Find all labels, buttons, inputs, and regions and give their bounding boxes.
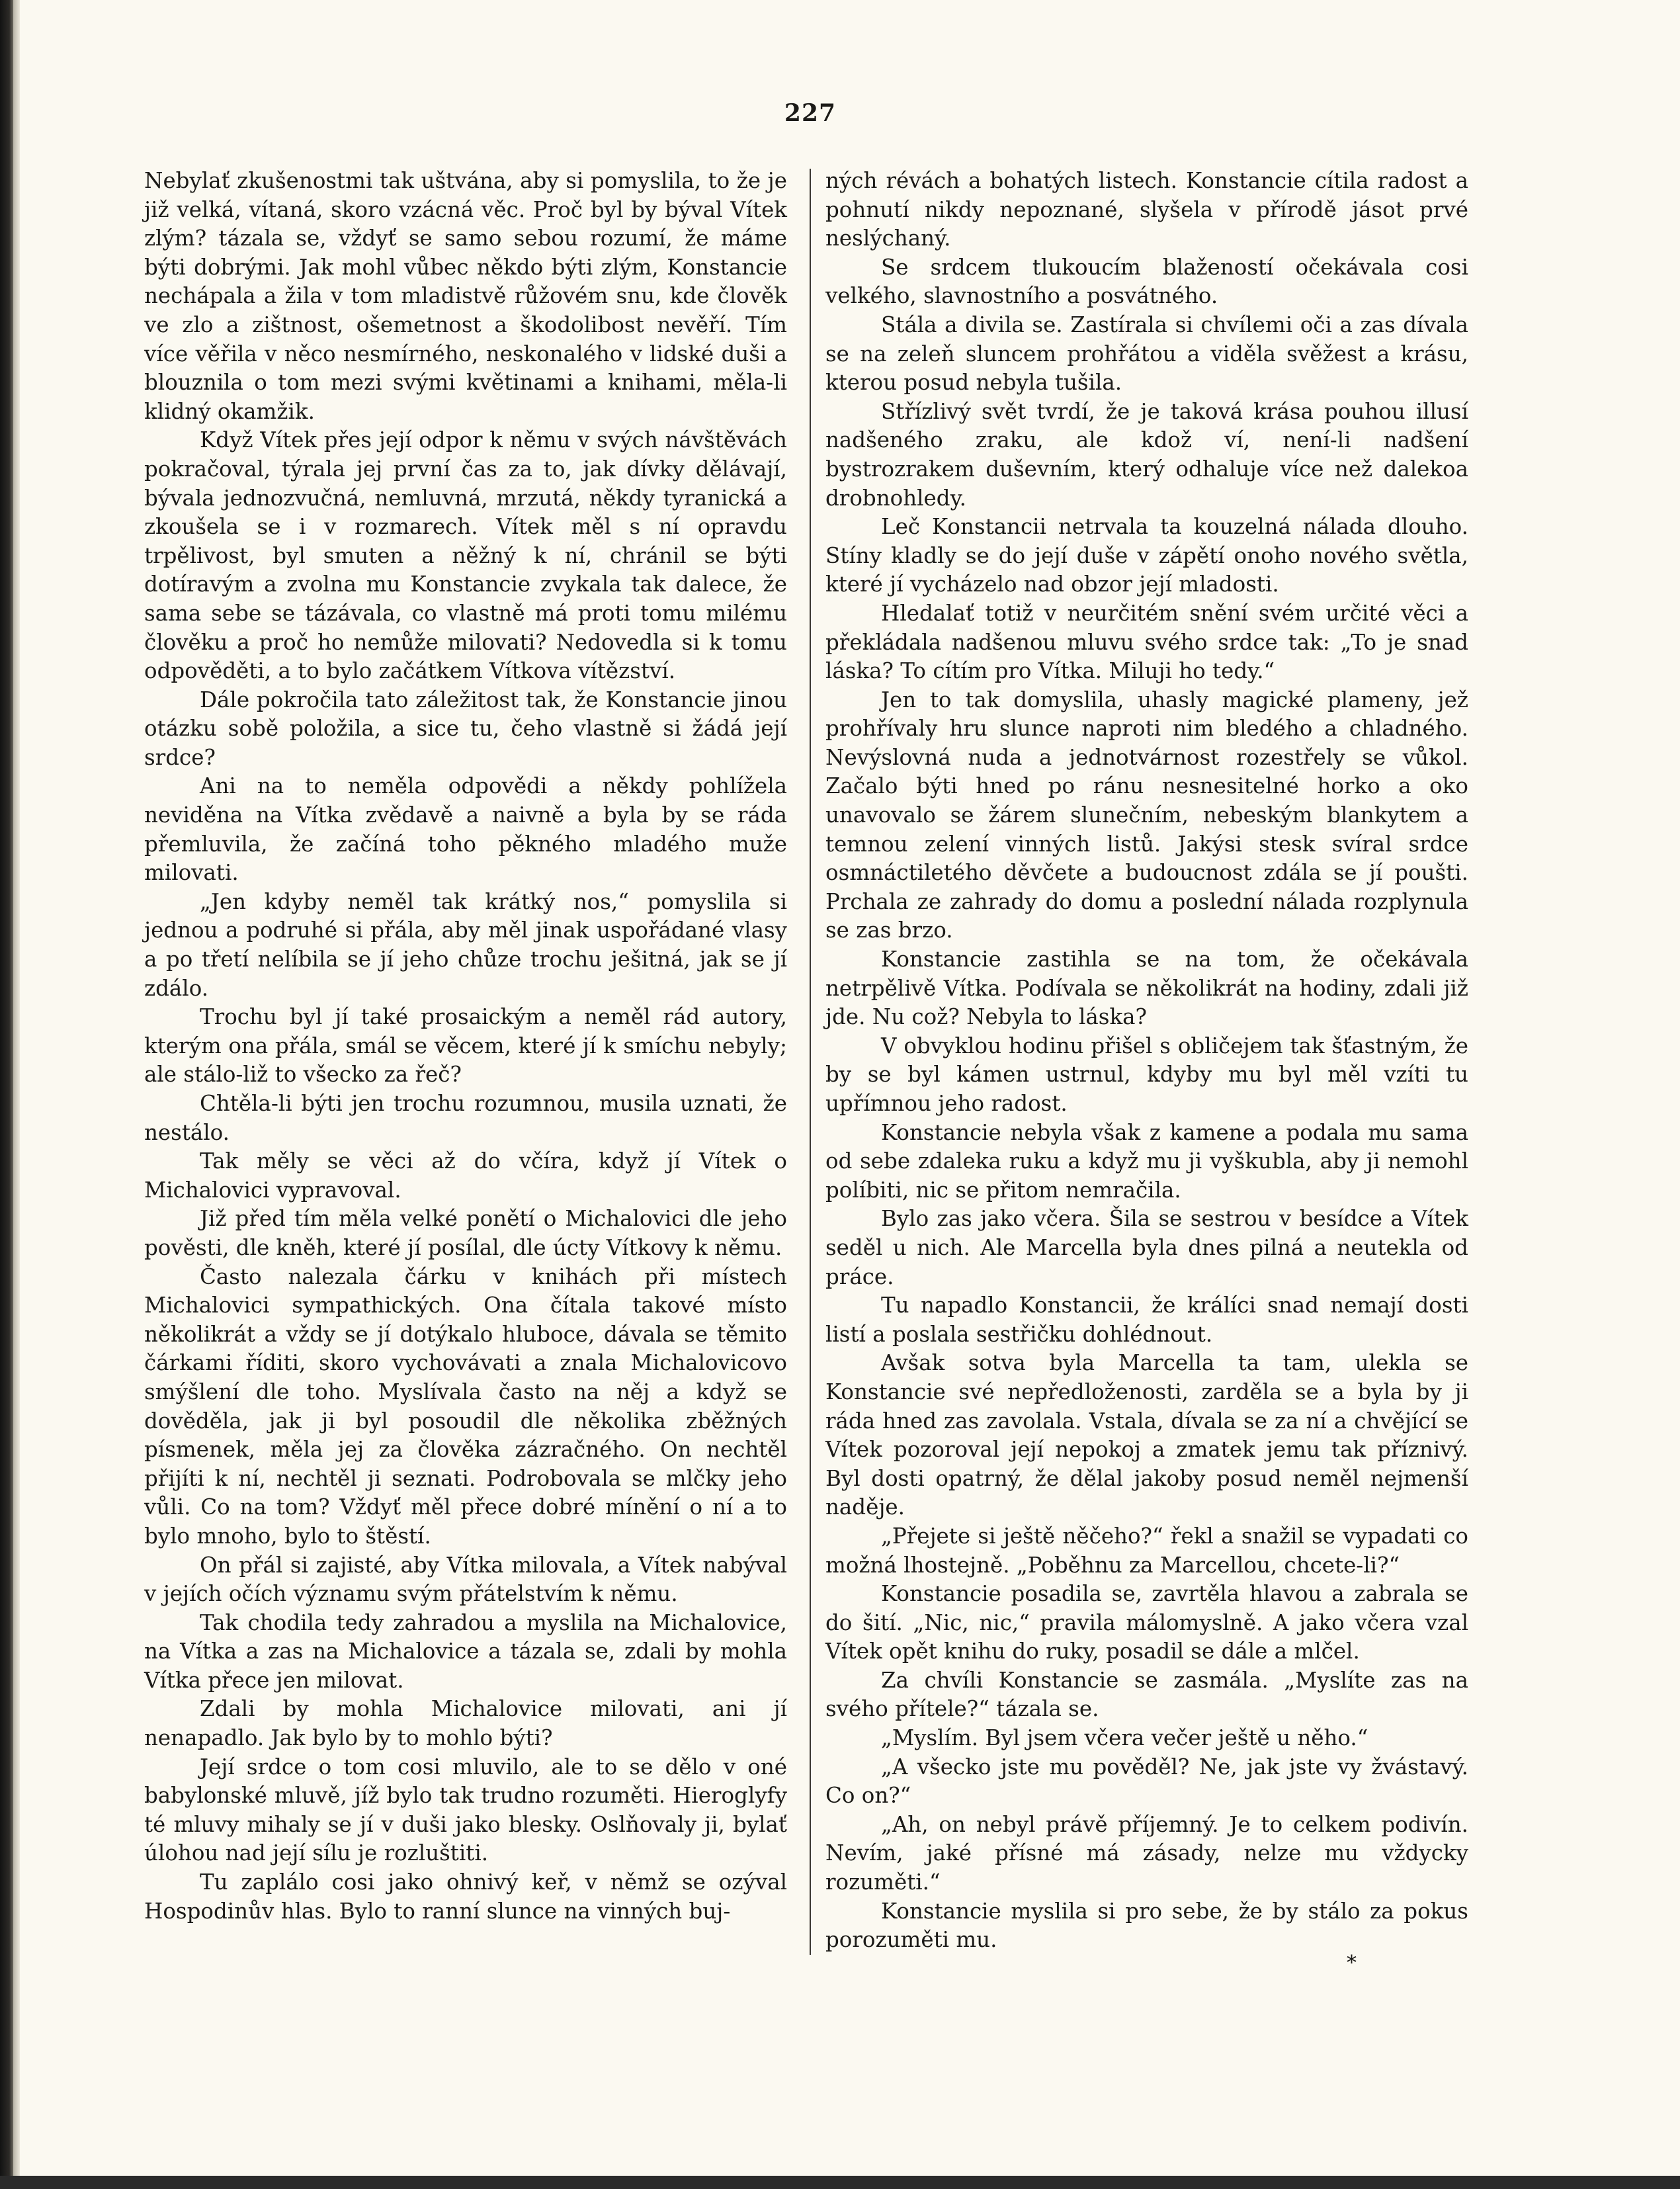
scan-bottom-edge [0, 2176, 1680, 2189]
paragraph: „Myslím. Byl jsem včera večer ještě u něho.“ [881, 1725, 1368, 1751]
book-binding-shadow [0, 0, 13, 2189]
paragraph: Konstancie nebyla však z kamene a podala mu sama od sebe zdaleka ruku a když mu ji vyškubla, aby ji nemohl políbiti, nic se přitom nemračila. [825, 1119, 1468, 1203]
page-gutter-edge [13, 0, 20, 2189]
paragraph: Konstancie myslila si pro sebe, že by stálo za pokus porozuměti mu. [825, 1898, 1468, 1953]
paragraph: On přál si zajisté, aby Vítka milovala, a Vítek nabýval v jejích očích významu svým přátelstvím k němu. [144, 1552, 787, 1607]
paragraph: „Jen kdyby neměl tak krátký nos,“ pomyslila si jednou a podruhé si přála, aby měl jinak uspořádané vlasy a po třetí nelíbila se jí jeho chůze trochu ješitná, jak se jí zdálo. [144, 888, 787, 1001]
paragraph: Často nalezala čárku v knihách při místech Michalovici sympathických. Ona čítala takové místo několikrát a vždy se jí dotýkalo hluboce, dávala se těmito čárkami říditi, skoro vychovávati a znala Michalovicovo smýšlení dle toho. Myslívala často na něj a když se dověděla, jak ji byl posoudil dle několika zběžných písmenek, měla jej za člověka zázračného. On nechtěl přijíti k ní, nechtěl ji seznati. Podrobovala se mlčky jeho vůli. Co na tom? Vždyť měl přece dobré mínění o ní a to bylo mnoho, bylo to štěstí. [144, 1264, 787, 1549]
paragraph: Střízlivý svět tvrdí, že je taková krása pouhou illusí nadšeného zraku, ale kdož ví, není-li nadšení bystrozrakem duševním, který odhaluje více než dalekoa drobnohledy. [825, 398, 1468, 511]
page-number: 227 [784, 99, 837, 127]
end-mark: * [1347, 1952, 1357, 1975]
paragraph: Se srdcem tlukoucím blažeností očekávala cosi velkého, slavnostního a posvátného. [825, 254, 1468, 309]
paragraph: Tu zaplálo cosi jako ohnivý keř, v němž se ozýval Hospodinův hlas. Bylo to ranní slunce na vinných buj- [144, 1869, 787, 1924]
right-text-column [825, 167, 1468, 1955]
paragraph: „Ah, on nebyl právě příjemný. Je to celkem podivín. Nevím, jaké přísné má zásady, nelze mu vždycky rozuměti.“ [825, 1811, 1468, 1895]
paragraph: Konstancie posadila se, zavrtěla hlavou a zabrala se do šití. „Nic, nic,“ pravila málomyslně. A jako včera vzal Vítek opět knihu do ruky, posadil se dále a mlčel. [825, 1581, 1468, 1664]
paragraph: „Přejete si ještě něčeho?“ řekl a snažil se vypadati co možná lhostejně. „Poběhnu za Marcellou, chcete-li?“ [825, 1523, 1468, 1578]
paragraph: Jen to tak domyslila, uhasly magické plameny, jež prohřívaly hru slunce naproti nim bledého a chladného. Nevýslovná nuda a jednotvárnost rozestřely se vůkol. Začalo býti hned po ránu nesnesitelné horko a oko unavovalo se žárem slunečním, nebeským blankytem a temnou zelení vinných listů. Jakýsi stesk svíral srdce osmnáctiletého děvčete a budoucnost zdála se jí poušti. Prchala ze zahrady do domu a poslední nálada rozplynula se zas brzo. [825, 687, 1468, 943]
paragraph: Za chvíli Konstancie se zasmála. „Myslíte zas na svého přítele?“ tázala se. [825, 1667, 1468, 1722]
paragraph: Její srdce o tom cosi mluvilo, ale to se dělo v oné babylonské mluvě, jíž bylo tak trudno rozuměti. Hieroglyfy té mluvy mihaly se jí v duši jako blesky. Oslňovaly ji, bylať úlohou nad její sílu je rozluštiti. [144, 1754, 787, 1866]
left-text-column [144, 167, 787, 1926]
paragraph: Dále pokročila tato záležitost tak, že Konstancie jinou otázku sobě položila, a sice tu, čeho vlastně si žádá její srdce? [144, 687, 787, 770]
paragraph: Již před tím měla velké ponětí o Michalovici dle jeho pověsti, dle kněh, které jí posílal, dle úcty Vítkovy k němu. [144, 1206, 787, 1260]
paragraph: ných révách a bohatých listech. Konstancie cítila radost a pohnutí nikdy nepoznané, slyšela v přírodě jásot prvé neslýchaný. [825, 168, 1468, 251]
paragraph: Ani na to neměla odpovědi a někdy pohlížela neviděna na Vítka zvědavě a naivně a byla by se ráda přemluvila, že začíná toho pěkného mladého muže milovati. [144, 773, 787, 886]
column-divider [810, 169, 811, 1955]
paragraph: Trochu byl jí také prosaickým a neměl rád autory, kterým ona přála, smál se věcem, které jí k smíchu nebyly; ale stálo-liž to všecko za řeč? [144, 1004, 787, 1088]
paragraph: Tak chodila tedy zahradou a myslila na Michalovice, na Vítka a zas na Michalovice a tázala se, zdali by mohla Vítka přece jen milovat. [144, 1610, 787, 1693]
paragraph: Stála a divila se. Zastírala si chvílemi oči a zas dívala se na zeleň sluncem prohřátou a viděla svěžest a krásu, kterou posud nebyla tušila. [825, 312, 1468, 396]
paragraph: „A všecko jste mu pověděl? Ne, jak jste vy žvástavý. Co on?“ [825, 1754, 1468, 1809]
paragraph: Tu napadlo Konstancii, že králíci snad nemají dosti listí a poslala sestřičku dohlédnout. [825, 1293, 1468, 1347]
paragraph: Zdali by mohla Michalovice milovati, ani jí nenapadlo. Jak bylo by to mohlo býti? [144, 1696, 787, 1751]
paragraph: Bylo zas jako včera. Šila se sestrou v besídce a Vítek seděl u nich. Ale Marcella byla dnes pilná a neutekla od práce. [825, 1206, 1468, 1289]
paragraph: Když Vítek přes její odpor k němu v svých návštěvách pokračoval, týrala jej první čas za to, jak dívky dělávají, bývala jednozvučná, nemluvná, mrzutá, někdy tyranická a zkoušela se i v rozmarech. Vítek měl s ní opravdu trpělivost, byl smuten a něžný k ní, chránil se býti dotíravým a zvolna mu Konstancie zvykala tak dalece, že sama sebe se tázávala, co vlastně má proti tomu milému člověku a proč ho nemůže milovati? Nedovedla si k tomu odpověděti, a to bylo začátkem Vítkova vítězství. [144, 427, 787, 684]
paragraph: V obvyklou hodinu přišel s obličejem tak šťastným, že by se byl kámen ustrnul, kdyby mu byl měl vzíti tu upřímnou jeho radost. [825, 1033, 1468, 1116]
paragraph: Avšak sotva byla Marcella ta tam, ulekla se Konstancie své nepředloženosti, zarděla se a byla by ji ráda hned zas zavolala. Vstala, dívala se za ní a chvějící se Vítek pozoroval její nepokoj a zmatek jemu tak příznivý. Byl dosti opatrný, že dělal jakoby posud neměl nejmenší naděje. [825, 1350, 1468, 1520]
paragraph: Nebylať zkušenostmi tak uštvána, aby si pomyslila, to že je již velká, vítaná, skoro vzácná věc. Proč byl by býval Vítek zlým? tázala se, vždyť se samo sebou rozumí, že máme býti dobrými. Jak mohl vůbec někdo býti zlým, Konstancie nechápala a žila v tom mladistvě růžovém snu, kde člověk ve zlo a zištnost, ošemetnost a škodolibost nevěří. Tím více věřila v něco nesmírného, neskonalého v lidské duši a blouznila o tom mezi svými květinami a knihami, měla-li klidný okamžik. [144, 168, 787, 424]
paragraph: Konstancie zastihla se na tom, že očekávala netrpělivě Vítka. Podívala se několikrát na hodiny, zdali již jde. Nu což? Nebyla to láska? [825, 947, 1468, 1030]
paragraph: Chtěla-li býti jen trochu rozumnou, musila uznati, že nestálo. [144, 1091, 787, 1145]
paragraph: Tak měly se věci až do včíra, když jí Vítek o Michalovici vypravoval. [144, 1148, 787, 1203]
paragraph: Hledalať totiž v neurčitém snění svém určité věci a překládala nadšenou mluvu svého srdce tak: „To je snad láska? To cítím pro Vítka. Miluji ho tedy.“ [825, 600, 1468, 684]
paragraph: Leč Konstancii netrvala ta kouzelná nálada dlouho. Stíny kladly se do její duše v zápětí onoho nového světla, které jí vycházelo nad obzor její mladosti. [825, 514, 1468, 597]
